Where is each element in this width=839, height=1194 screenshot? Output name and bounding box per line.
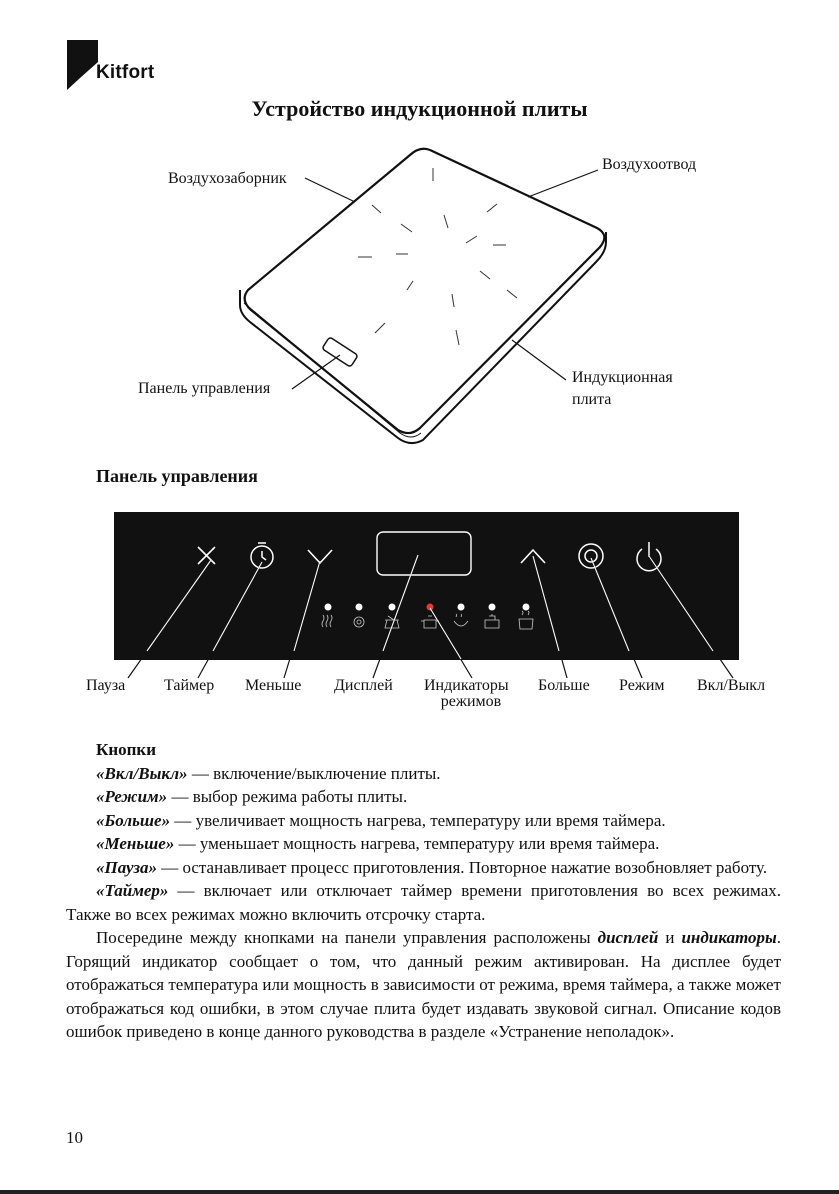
brand-name: Kitfort: [96, 62, 155, 83]
caption-display: Дисплей: [334, 677, 393, 694]
panel-section-title: Панель управления: [96, 466, 258, 486]
caption-indicators-line1: Индикаторы: [424, 677, 509, 694]
caption-more: Больше: [538, 677, 590, 694]
button-item-power: «Вкл/Выкл» — включение/выключение плиты.: [96, 763, 441, 783]
caption-pause: Пауза: [86, 677, 126, 694]
button-item-more: «Больше» — увеличивает мощность нагрева, температуру или время таймера.: [96, 810, 666, 830]
label-air-intake: Воздухозаборник: [168, 170, 287, 187]
caption-mode: Режим: [619, 677, 665, 694]
label-cooktop-line2: плита: [572, 391, 612, 408]
page-bottom-border: [0, 1190, 839, 1194]
button-item-mode: «Режим» — выбор режима работы плиты.: [96, 787, 408, 806]
caption-timer: Таймер: [164, 677, 215, 694]
caption-indicators-line2: режимов: [440, 693, 502, 710]
button-item-timer: «Таймер» — включает или отключает таймер времени приготовления во всех режимах. Также во всех режимах можно включить отсрочку старта.: [66, 881, 781, 924]
caption-power: Вкл/Выкл: [697, 677, 766, 694]
label-air-outlet: Воздухоотвод: [602, 156, 697, 173]
page-title: Устройство индукционной плиты: [251, 96, 588, 121]
label-cooktop-line1: Индукционная: [572, 369, 673, 386]
display-indicators-paragraph: Посередине между кнопками на панели управления расположены дисплей и индикаторы. Горящий индикатор сообщает о том, что данный режим активирован. На дисплее будет отображаться температура или мощность в зависимости от режима, время таймера, а также может отображаться код ошибки, в этом случае плита будет издавать звуковой сигнал. Описание кодов ошибок приведено в конце данного руководства в разделе «Устранение неполадок».: [66, 928, 781, 1041]
buttons-section-title: Кнопки: [96, 740, 157, 759]
cooktop-diagram: [0, 140, 839, 460]
button-item-pause: «Пауза» — останавливает процесс приготовления. Повторное нажатие возобновляет работу.: [96, 857, 768, 877]
buttons-description: [66, 738, 781, 1044]
control-panel-illustration: [0, 505, 839, 705]
label-control-panel: Панель управления: [138, 380, 271, 397]
button-item-less: «Меньше» — уменьшает мощность нагрева, температуру или время таймера.: [96, 834, 660, 853]
caption-less: Меньше: [245, 677, 302, 694]
page-number: 10: [66, 1128, 83, 1147]
